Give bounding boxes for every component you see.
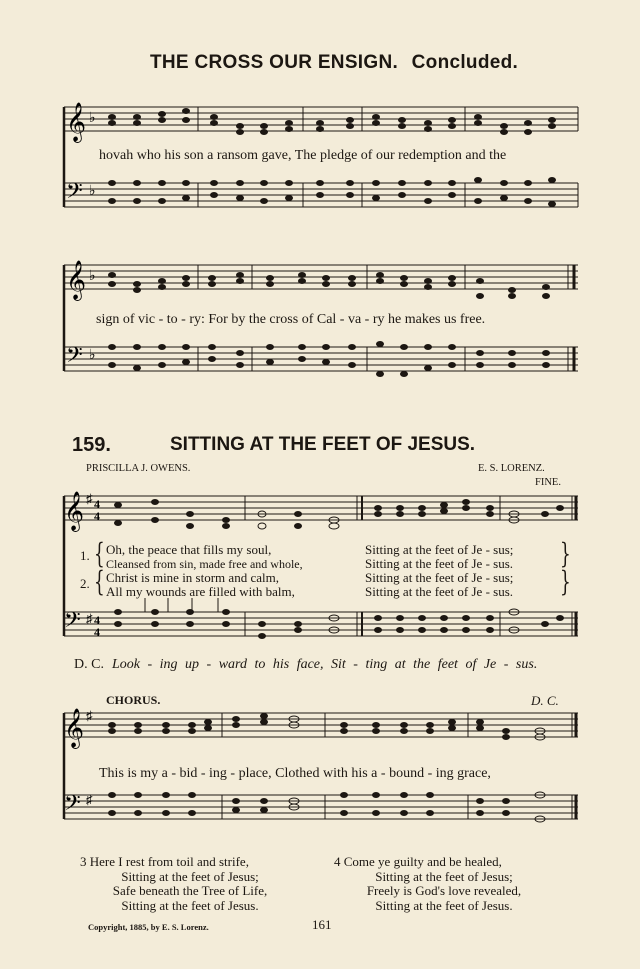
verse-1-line-a-left: Oh, the peace that fills my soul, (106, 542, 272, 557)
verse-1-line-b-right: Sitting at the feet of Je - sus. (365, 556, 514, 571)
svg-text:♭: ♭ (89, 184, 96, 199)
verse-1-right-brace: } (560, 537, 571, 570)
svg-text:𝄢: 𝄢 (64, 791, 81, 821)
stanza-3 (80, 855, 300, 913)
svg-text:♭: ♭ (89, 348, 96, 363)
chorus-lyric: This is my a - bid - ing - place, Clothed with his a - bound - ing grace, (99, 766, 491, 781)
svg-text:4: 4 (94, 625, 100, 639)
stanza-3-line-3: Safe beneath the Tree of Life, (112, 883, 268, 898)
svg-text:𝄢: 𝄢 (66, 179, 83, 209)
concluded-label: Concluded. (411, 52, 519, 73)
stanza-4 (334, 855, 554, 913)
svg-text:𝄞: 𝄞 (66, 260, 87, 300)
svg-text:4: 4 (94, 497, 100, 511)
lyric-line-1: hovah who his son a ransom gave, The pledge of our redemption and the (99, 148, 507, 163)
hymn-title: SITTING AT THE FEET OF JESUS. (170, 434, 476, 455)
svg-text:♯: ♯ (86, 708, 93, 723)
composer-credit: E. S. LORENZ. (478, 463, 545, 474)
verse-2-line-a-left: Christ is mine in storm and calm, (106, 570, 279, 585)
svg-text:♯: ♯ (86, 491, 93, 506)
stanza-3-line-2: Sitting at the feet of Jesus; (121, 868, 259, 884)
svg-text:4: 4 (94, 613, 100, 627)
svg-text:𝄢: 𝄢 (64, 608, 81, 638)
verse-number-2: 2. (80, 576, 90, 591)
svg-text:♯: ♯ (86, 611, 93, 626)
page-number: 161 (312, 917, 332, 932)
verse-number-1: 1. (80, 548, 90, 563)
fine-mark: FINE. (535, 477, 561, 488)
svg-text:4: 4 (94, 509, 100, 523)
svg-text:♯: ♯ (86, 792, 93, 807)
stanza-4-line-1: 4 Come ye guilty and be healed, (334, 854, 502, 869)
chorus-label: CHORUS. (106, 693, 161, 707)
verse-2-brace: { (94, 565, 105, 598)
stanza-4-line-3: Freely is God's love revealed, (366, 883, 522, 898)
verse-1-brace: { (94, 537, 105, 570)
svg-text:𝄞: 𝄞 (64, 708, 85, 748)
verse-2-line-a-right: Sitting at the feet of Je - sus; (365, 570, 514, 585)
dc-prefix: D. C. (74, 657, 104, 672)
svg-text:𝄞: 𝄞 (64, 491, 85, 531)
stanza-4-line-4: Sitting at the feet of Jesus. (375, 897, 513, 913)
stanza-4-line-2: Sitting at the feet of Jesus; (375, 868, 513, 884)
verse-1-line-b-left: Cleansed from sin, made free and whole, (106, 557, 303, 571)
dc-mark: D. C. (531, 693, 559, 708)
lyric-line-2: sign of vic - to - ry: For by the cross of Cal - va - ry he makes us free. (96, 312, 486, 327)
copyright-notice: Copyright, 1885, by E. S. Lorenz. (88, 922, 209, 932)
dc-lyric: Look - ing up - ward to his face, Sit - ting at the feet of Je - sus. (112, 657, 538, 672)
verse-2-line-b-left: All my wounds are filled with balm, (106, 584, 295, 599)
section-title (150, 52, 518, 74)
stanza-3-line-1: 3 Here I rest from toil and strife, (80, 854, 249, 869)
author-credit: PRISCILLA J. OWENS. (86, 463, 191, 474)
verse-2-line-b-right: Sitting at the feet of Je - sus. (365, 584, 514, 599)
svg-text:♭: ♭ (89, 269, 96, 284)
hymn-number: 159. (72, 434, 111, 456)
stanza-3-line-4: Sitting at the feet of Jesus. (121, 897, 259, 913)
verse-1-line-a-right: Sitting at the feet of Je - sus; (365, 542, 514, 557)
verse-2-right-brace: } (560, 565, 571, 598)
svg-text:𝄞: 𝄞 (66, 102, 87, 142)
svg-text:𝄢: 𝄢 (66, 343, 83, 373)
cross-ensign-title: THE CROSS OUR ENSIGN. (150, 52, 399, 73)
svg-text:♭: ♭ (89, 111, 96, 126)
